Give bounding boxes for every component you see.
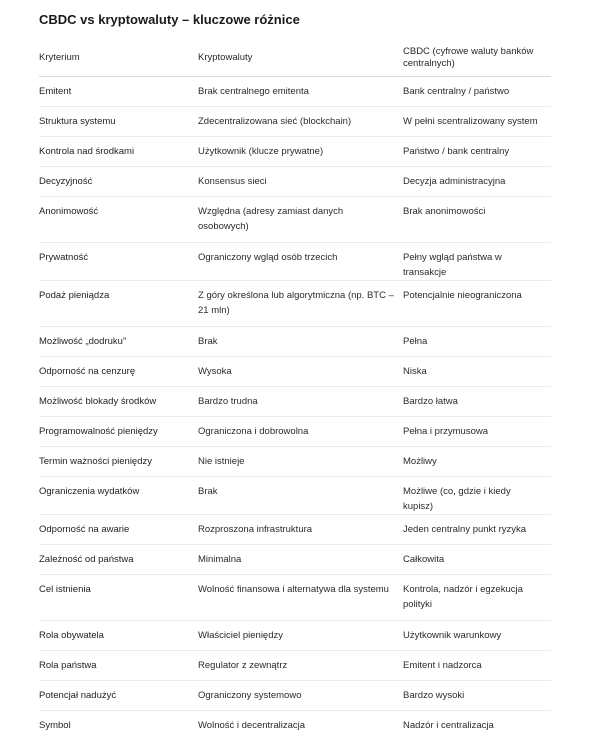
table-row: [39, 167, 551, 197]
row-crypto: Brak centralnego emitenta: [198, 77, 403, 107]
header-cbdc: CBDC (cyfrowe waluty banków centralnych): [403, 38, 551, 77]
row-crypto: Z góry określona lub algorytmiczna (np. BTC – 21 mln): [198, 281, 403, 327]
row-cbdc: Całkowita: [403, 545, 551, 575]
table-row: [39, 545, 551, 575]
row-criterion: Anonimowość: [39, 197, 198, 243]
row-criterion: Odporność na cenzurę: [39, 357, 198, 387]
row-crypto: Brak: [198, 477, 403, 515]
row-crypto: Użytkownik (klucze prywatne): [198, 137, 403, 167]
row-crypto: Rozproszona infrastruktura: [198, 515, 403, 545]
row-criterion: Zależność od państwa: [39, 545, 198, 575]
row-criterion: Cel istnienia: [39, 575, 198, 621]
row-cbdc: Decyzja administracyjna: [403, 167, 551, 197]
row-crypto: Wysoka: [198, 357, 403, 387]
table-row: [39, 197, 551, 243]
table-row: [39, 357, 551, 387]
row-crypto: Względna (adresy zamiast danych osobowych): [198, 197, 403, 243]
table-row: [39, 651, 551, 681]
row-crypto: Konsensus sieci: [198, 167, 403, 197]
row-crypto: Zdecentralizowana sieć (blockchain): [198, 107, 403, 137]
row-criterion: Termin ważności pieniędzy: [39, 447, 198, 477]
row-criterion: Rola obywatela: [39, 621, 198, 651]
table-row: [39, 477, 551, 515]
row-criterion: Możliwość „dodruku”: [39, 327, 198, 357]
header-criterion: Kryterium: [39, 38, 198, 77]
row-criterion: Podaż pieniądza: [39, 281, 198, 327]
row-cbdc: W pełni scentralizowany system: [403, 107, 551, 137]
row-cbdc: Użytkownik warunkowy: [403, 621, 551, 651]
row-criterion: Możliwość blokady środków: [39, 387, 198, 417]
table-row: [39, 447, 551, 477]
row-crypto: Właściciel pieniędzy: [198, 621, 403, 651]
table-row: [39, 137, 551, 167]
row-cbdc: Emitent i nadzorca: [403, 651, 551, 681]
row-criterion: Symbol: [39, 720, 71, 731]
comparison-table: [39, 38, 551, 741]
table-row: [39, 243, 551, 281]
row-crypto: Wolność i decentralizacja: [198, 720, 306, 731]
row-cbdc: Bank centralny / państwo: [403, 77, 551, 107]
row-cbdc: Kontrola, nadzór i egzekucja polityki: [403, 575, 551, 621]
row-criterion: Prywatność: [39, 243, 198, 281]
table-row: [39, 417, 551, 447]
row-criterion: Odporność na awarie: [39, 515, 198, 545]
row-criterion: Decyzyjność: [39, 167, 198, 197]
row-crypto: Ograniczona i dobrowolna: [198, 417, 403, 447]
table-header-row: [39, 38, 551, 77]
row-criterion: Kontrola nad środkami: [39, 137, 198, 167]
table-row: [39, 515, 551, 545]
row-criterion: Emitent: [39, 77, 198, 107]
row-cbdc: Jeden centralny punkt ryzyka: [403, 515, 551, 545]
row-cbdc: Potencjalnie nieograniczona: [403, 281, 551, 327]
row-criterion: Potencjał nadużyć: [39, 681, 198, 711]
table-row: [39, 77, 551, 107]
page-title: CBDC vs kryptowaluty – kluczowe różnice: [39, 12, 300, 27]
row-cbdc: Niska: [403, 357, 551, 387]
row-cbdc: Brak anonimowości: [403, 197, 551, 243]
row-cbdc: Pełny wgląd państwa w transakcje: [403, 243, 551, 281]
table-row: [39, 621, 551, 651]
row-crypto: Wolność finansowa i alternatywa dla systemu: [198, 575, 403, 621]
row-crypto: Nie istnieje: [198, 447, 403, 477]
row-cbdc: Bardzo łatwa: [403, 387, 551, 417]
row-cbdc: Bardzo wysoki: [403, 681, 551, 711]
row-cbdc: Pełna i przymusowa: [403, 417, 551, 447]
table-row: [39, 281, 551, 327]
header-crypto: Kryptowaluty: [198, 38, 403, 77]
row-criterion: Programowalność pieniędzy: [39, 417, 198, 447]
row-crypto: Ograniczony systemowo: [198, 681, 403, 711]
row-crypto: Ograniczony wgląd osób trzecich: [198, 243, 403, 281]
row-crypto: Bardzo trudna: [198, 387, 403, 417]
row-cbdc: Państwo / bank centralny: [403, 137, 551, 167]
row-crypto: Regulator z zewnątrz: [198, 651, 403, 681]
table-row: [39, 107, 551, 137]
row-criterion: Ograniczenia wydatków: [39, 477, 198, 515]
row-criterion: Rola państwa: [39, 651, 198, 681]
table-row: [39, 327, 551, 357]
row-cbdc: Możliwy: [403, 447, 551, 477]
row-crypto: Brak: [198, 327, 403, 357]
table-row: [39, 681, 551, 711]
row-cbdc: Pełna: [403, 327, 551, 357]
table-row: [39, 387, 551, 417]
row-cbdc: Nadzór i centralizacja: [403, 720, 494, 731]
row-criterion: Struktura systemu: [39, 107, 198, 137]
table-row: [39, 575, 551, 621]
row-cbdc: Możliwe (co, gdzie i kiedy kupisz): [403, 477, 551, 515]
row-crypto: Minimalna: [198, 545, 403, 575]
